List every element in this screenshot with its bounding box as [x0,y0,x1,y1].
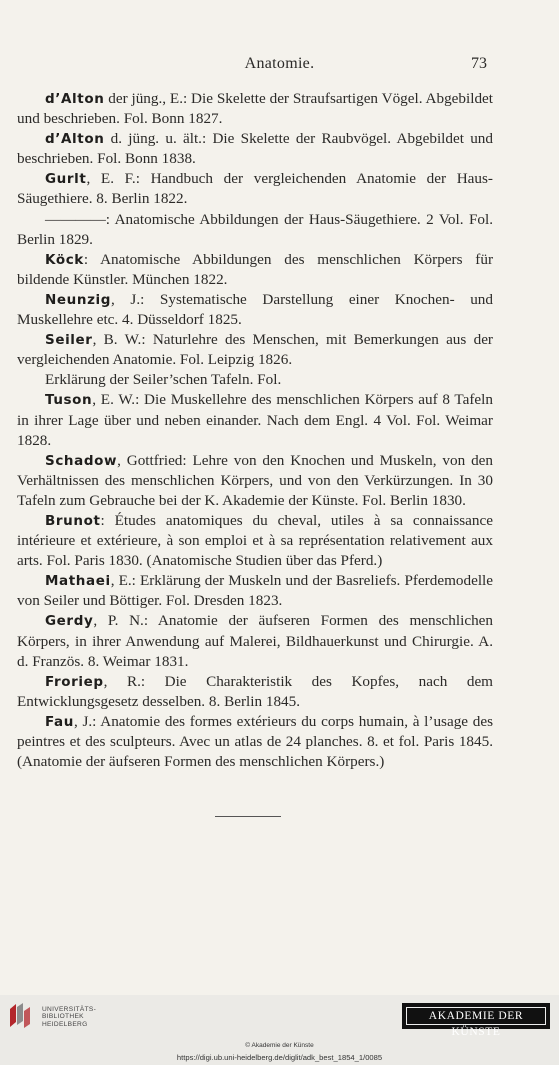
entry-text: Erklärung der Seiler’schen Tafeln. Fol. [45,371,282,389]
entry-author: Mathaei [45,573,111,590]
entry-author: Tuson [45,392,93,409]
bibliography-entry [17,370,493,390]
copyright-notice: © Akademie der Künste [245,1042,314,1049]
akademie-logo-label: AKADEMIE DER KÜNSTE [406,1007,546,1025]
bibliography-list [17,89,493,772]
entry-author: Gerdy [45,613,94,630]
library-name-line: UNIVERSITÄTS- [42,1006,97,1013]
source-url-link[interactable]: https://digi.ub.uni-heidelberg.de/diglit/adk_best_1854_1/0085 [176,1053,383,1062]
entry-text: : Études anatomiques du cheval, utiles à sa connaissance intérieure et extérieure, à son emploi et à sa représentation relativement aux arts. Fol. Paris 1830. (Anatomische Studien über das Pferd.) [17,511,493,570]
entry-text: , E. W.: Die Muskellehre des menschlichen Körpers auf 8 Tafeln in ihrer Lage über und neben einander. Nach dem Engl. 4 Vol. Fol. Weimar 1828. [17,391,493,449]
library-name-line: BIBLIOTHEK [42,1013,84,1021]
entry-text: d. jüng. u. ält.: Die Skelette der Raubvögel. Abgebildet und beschrieben. Fol. Bonn 1838. [17,130,493,168]
entry-author: Neunzig [45,291,112,308]
entry-text: der jüng., E.: Die Skelette der Straufsartigen Vögel. Abgebildet und beschrieben. Fol. Bonn 1827. [17,90,493,128]
entry-text: , P. N.: Anatomie der äufseren Formen des menschlichen Körpers, in ihrer Anwendung auf Malerei, Bildhauerkunst und Chirurgie. A. d. Französ. 8. Weimar 1831. [17,612,493,670]
entry-author: d’Alton [45,91,105,107]
bibliography-entry [17,712,493,772]
akademie-logo[interactable] [402,1003,550,1038]
entry-text: , J.: Systematische Darstellung einer Knochen- und Muskellehre etc. 4. Düsseldorf 1825. [17,290,493,329]
bibliography-entry [17,290,493,330]
entry-author: d’Alton [45,131,105,148]
entry-author: Seiler [45,332,93,349]
entry-author: Gurlt [45,171,87,188]
library-name-line: HEIDELBERG [42,1020,88,1028]
bibliography-entry [17,672,493,712]
entry-text: , B. W.: Naturlehre des Menschen, mit Bemerkungen aus der vergleichenden Anatomie. Fol. Leipzig 1826. [17,331,493,369]
entry-author: Fau [45,713,74,730]
bibliography-entry [17,390,493,450]
entry-text: : Anatomische Abbildungen des menschlichen Körpers für bildende Künstler. München 1822. [17,250,493,288]
bibliography-entry [17,451,493,511]
entry-text: , R.: Die Charakteristik des Kopfes, nach dem Entwicklungsgesetz desselben. 8. Berlin 1845. [17,672,493,710]
running-title: Anatomie. [244,55,315,72]
bibliography-entry [17,330,493,370]
entry-text: , E. F.: Handbuch der vergleichenden Anatomie der Haus-Säugethiere. 8. Berlin 1822. [17,170,493,208]
entry-author: Schadow [45,452,118,469]
bibliography-entry [17,250,493,290]
end-rule [215,816,281,817]
university-library-logo[interactable] [6,999,136,1031]
bibliography-entry [17,210,493,250]
bibliography-entry [17,511,493,571]
bibliography-entry [17,169,493,209]
bibliography-entry [17,611,493,671]
entry-text: , E.: Erklärung der Muskeln und der Basreliefs. Pferdemodelle von Seiler und Böttiger. Fol. Dresden 1823. [17,572,493,610]
entry-text: , Gottfried: Lehre von den Knochen und Muskeln, von den Verhältnissen des menschlichen Körpers, und von den Verkürzungen. In 30 Tafeln zum Gebrauche bei der K. Akademie der Künste. Fol. Berlin 1830. [17,451,493,509]
entry-author: Froriep [45,673,104,690]
bibliography-entry [17,129,493,169]
entry-author: Köck [45,251,84,268]
bibliography-entry [17,89,493,129]
running-head [0,55,559,79]
viewer-footer [0,995,559,1065]
library-name [42,1006,96,1028]
entry-author: Brunot [45,512,101,529]
bibliography-entry [17,571,493,611]
page-number: 73 [471,55,487,72]
entry-text: , J.: Anatomie des formes extérieurs du corps humain, à l’usage des peintres et des sculpteurs. Avec un atlas de 24 planches. 8. et fol. Paris 1845. (Anatomie der äufseren Formen des menschlichen Körpers.) [17,712,493,771]
library-emblem-icon [6,1001,34,1031]
entry-text: ————: Anatomische Abbildungen der Haus-Säugethiere. 2 Vol. Fol. Berlin 1829. [17,210,493,248]
